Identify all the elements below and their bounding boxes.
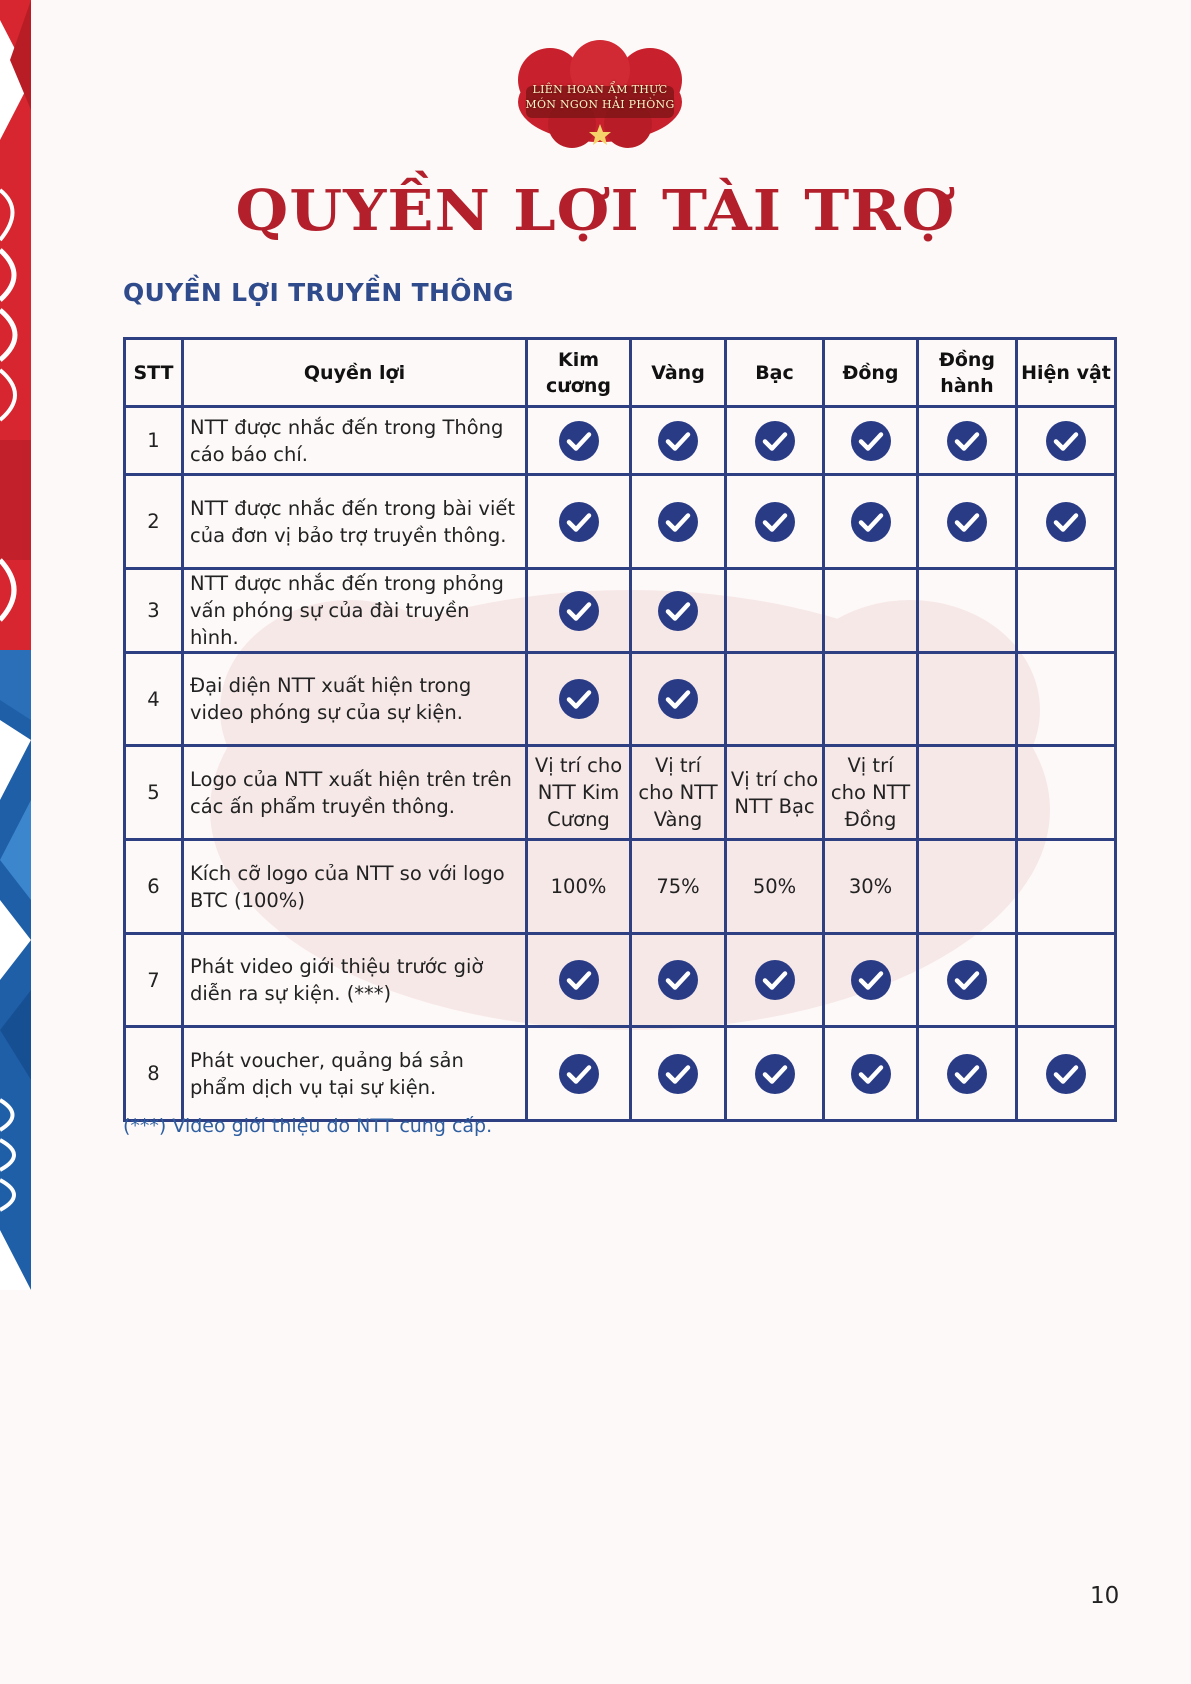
benefit-line1: Phát video giới thiệu trước giờ [190, 955, 484, 978]
cell-text-line: NTT Bạc [734, 794, 815, 818]
logo-line-1: LIÊN HOAN ẨM THỰC [532, 83, 668, 96]
benefit-line1: NTT được nhắc đến trong phỏng [190, 572, 504, 595]
cell-silver: 50% [726, 840, 824, 934]
cell-diamond [527, 934, 631, 1027]
row-number: 1 [125, 407, 183, 475]
table-row [125, 653, 1116, 746]
benefit-line1: NTT được nhắc đến trong Thông [190, 415, 504, 439]
cell-in-kind [1017, 569, 1116, 653]
check-circle-icon [1045, 1053, 1087, 1095]
table-row [125, 1027, 1116, 1121]
cell-bronze [824, 746, 918, 840]
benefit-description [183, 653, 527, 746]
cell-bronze [824, 569, 918, 653]
header-gold: Vàng [631, 339, 726, 407]
header-silver: Bạc [726, 339, 824, 407]
footnote: (***) Video giới thiệu do NTT cung cấp. [123, 1115, 493, 1137]
check-circle-icon [946, 1053, 988, 1095]
page-title: QUYỀN LỢI TÀI TRỢ [235, 178, 956, 244]
cell-gold [631, 475, 726, 569]
benefit-line2: vấn phóng sự của đài truyền hình. [190, 599, 470, 649]
benefit-description [183, 1027, 527, 1121]
cell-bronze [824, 653, 918, 746]
cell-text-line: NTT Kim [537, 781, 620, 804]
benefit-line1: Đại diện NTT xuất hiện trong [190, 674, 472, 697]
header-diamond [527, 339, 631, 407]
header-companion-line2: hành [940, 374, 994, 397]
benefit-description [183, 840, 527, 934]
header-companion [918, 339, 1017, 407]
check-circle-icon [754, 420, 796, 462]
check-circle-icon [657, 678, 699, 720]
benefit-line1: Kích cỡ logo của NTT so với logo [190, 861, 505, 885]
check-circle-icon [558, 590, 600, 632]
table-row [125, 934, 1116, 1027]
check-circle-icon [946, 501, 988, 543]
check-circle-icon [850, 959, 892, 1001]
check-circle-icon [558, 678, 600, 720]
row-number: 5 [125, 746, 183, 840]
header-diamond-line1: Kim [557, 348, 600, 371]
cell-companion [918, 407, 1017, 475]
cell-text-line: Vàng [653, 808, 703, 831]
table-row [125, 407, 1116, 475]
check-circle-icon [850, 420, 892, 462]
table-row [125, 475, 1116, 569]
cell-diamond [527, 407, 631, 475]
table-row [125, 569, 1116, 653]
cell-silver [726, 475, 824, 569]
cell-silver [726, 746, 824, 840]
header-stt: STT [125, 339, 183, 407]
cell-gold [631, 569, 726, 653]
header-companion-line1: Đồng [938, 348, 996, 371]
benefit-line2: của đơn vị bảo trợ truyền thông. [190, 523, 507, 547]
cell-bronze [824, 407, 918, 475]
cell-diamond [527, 569, 631, 653]
cell-bronze [824, 1027, 918, 1121]
benefit-line1: NTT được nhắc đến trong bài viết [190, 496, 516, 520]
header-benefit: Quyền lợi [183, 339, 527, 407]
cell-silver [726, 934, 824, 1027]
benefit-description [183, 934, 527, 1027]
check-circle-icon [657, 501, 699, 543]
cell-companion [918, 1027, 1017, 1121]
check-circle-icon [657, 1053, 699, 1095]
cell-diamond [527, 653, 631, 746]
check-circle-icon [946, 420, 988, 462]
cell-bronze [824, 475, 918, 569]
cell-in-kind [1017, 746, 1116, 840]
logo-line-2: MÓN NGON HẢI PHÒNG [525, 98, 675, 111]
cell-text-line: Cương [547, 808, 610, 831]
cell-text-line: Vị trí cho [534, 754, 623, 777]
cell-in-kind [1017, 407, 1116, 475]
row-number: 4 [125, 653, 183, 746]
benefit-line2: các ấn phẩm truyền thông. [190, 794, 455, 818]
check-circle-icon [558, 959, 600, 1001]
benefit-line1: Logo của NTT xuất hiện trên trên [190, 767, 512, 791]
check-circle-icon [657, 420, 699, 462]
check-circle-icon [754, 501, 796, 543]
cell-bronze: 30% [824, 840, 918, 934]
cell-diamond [527, 1027, 631, 1121]
row-number: 8 [125, 1027, 183, 1121]
cell-text-line: Vị trí [654, 754, 702, 777]
check-circle-icon [558, 1053, 600, 1095]
check-circle-icon [657, 590, 699, 632]
cell-diamond [527, 475, 631, 569]
header-diamond-line2: cương [546, 374, 611, 397]
check-circle-icon [850, 501, 892, 543]
check-circle-icon [558, 420, 600, 462]
cell-companion [918, 475, 1017, 569]
cell-companion [918, 569, 1017, 653]
cell-gold [631, 653, 726, 746]
cell-silver [726, 1027, 824, 1121]
cell-companion [918, 934, 1017, 1027]
benefit-description [183, 746, 527, 840]
row-number: 6 [125, 840, 183, 934]
cell-gold: 75% [631, 840, 726, 934]
cell-gold [631, 1027, 726, 1121]
cell-gold [631, 407, 726, 475]
check-circle-icon [657, 959, 699, 1001]
cell-bronze [824, 934, 918, 1027]
cell-text-line: Vị trí cho [730, 767, 819, 791]
row-number: 7 [125, 934, 183, 1027]
benefit-line2: BTC (100%) [190, 888, 305, 912]
cell-companion [918, 653, 1017, 746]
table-row [125, 840, 1116, 934]
section-title: QUYỀN LỢI TRUYỀN THÔNG [123, 278, 514, 307]
row-number: 2 [125, 475, 183, 569]
benefit-line2: cáo báo chí. [190, 442, 308, 466]
cell-in-kind [1017, 934, 1116, 1027]
cell-in-kind [1017, 1027, 1116, 1121]
cell-diamond: 100% [527, 840, 631, 934]
cell-gold [631, 746, 726, 840]
cell-text-line: Vị trí [847, 754, 894, 777]
check-circle-icon [754, 1053, 796, 1095]
header-bronze: Đồng [824, 339, 918, 407]
check-circle-icon [558, 501, 600, 543]
cell-in-kind [1017, 840, 1116, 934]
check-circle-icon [946, 959, 988, 1001]
check-circle-icon [1045, 501, 1087, 543]
benefit-line1: Phát voucher, quảng bá sản [190, 1048, 464, 1072]
benefit-line2: diễn ra sự kiện. (***) [190, 982, 392, 1005]
check-circle-icon [850, 1053, 892, 1095]
festival-logo [510, 40, 690, 152]
cell-text-line: cho NTT [638, 781, 718, 804]
header-in-kind: Hiện vật [1017, 339, 1116, 407]
benefit-description [183, 407, 527, 475]
cell-silver [726, 653, 824, 746]
check-circle-icon [754, 959, 796, 1001]
table-row [125, 746, 1116, 840]
cell-in-kind [1017, 475, 1116, 569]
check-circle-icon [1045, 420, 1087, 462]
benefit-description [183, 569, 527, 653]
table-header-row [125, 339, 1116, 407]
cell-silver [726, 569, 824, 653]
cell-companion [918, 746, 1017, 840]
benefit-line2: phẩm dịch vụ tại sự kiện. [190, 1075, 437, 1099]
cell-in-kind [1017, 653, 1116, 746]
page-number: 10 [1090, 1583, 1120, 1609]
cell-gold [631, 934, 726, 1027]
benefits-table [123, 337, 1117, 1122]
cell-text-line: Đồng [844, 808, 897, 831]
benefit-description [183, 475, 527, 569]
row-number: 3 [125, 569, 183, 653]
benefit-line2: video phóng sự của sự kiện. [190, 701, 463, 724]
cell-diamond [527, 746, 631, 840]
cell-silver [726, 407, 824, 475]
cell-text-line: cho NTT [830, 781, 911, 804]
cell-companion [918, 840, 1017, 934]
